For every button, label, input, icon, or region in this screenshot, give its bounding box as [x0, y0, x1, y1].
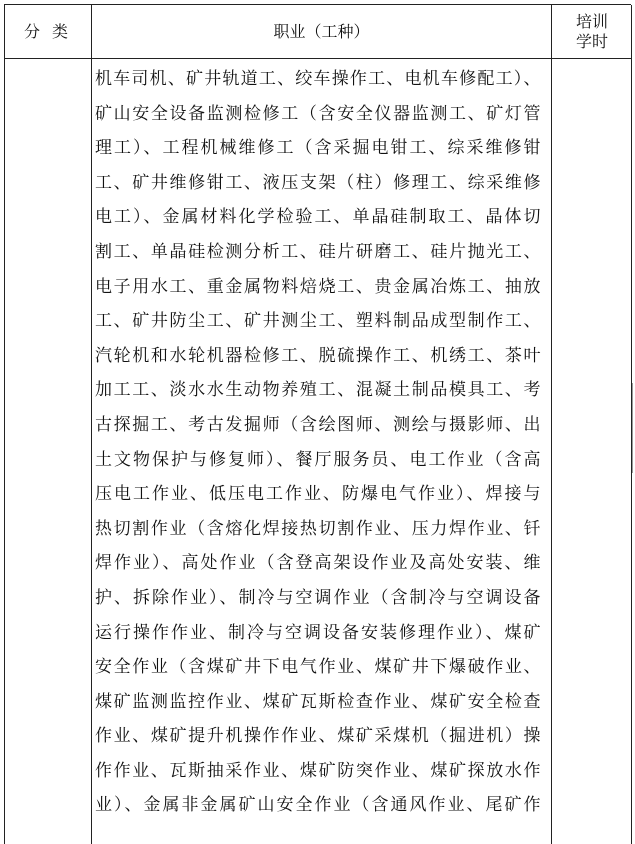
- occupation-line: 电工）、金属材料化学检验工、单晶硅制取工、晶体切: [95, 207, 541, 228]
- occupation-line: 压电工作业、低压电工作业、防爆电气作业）、焊接与: [95, 484, 541, 505]
- occupation-line: 机车司机、矿井轨道工、绞车操作工、电机车修配工）、: [95, 69, 541, 89]
- occupation-line: 工、矿井维修钳工、液压支架（柱）修理工、综采维修: [95, 172, 541, 193]
- occupation-line: 护、拆除作业）、制冷与空调作业（含制冷与空调设备: [95, 587, 541, 608]
- occupation-line: 古探掘工、考古发掘师（含绘图师、测绘与摄影师、出: [95, 414, 541, 435]
- occupation-line: 业）、金属非金属矿山安全作业（含通风作业、尾矿作: [95, 795, 541, 816]
- occupation-line: 电子用水工、重金属物料焙烧工、贵金属冶炼工、抽放: [95, 276, 541, 297]
- header-category: [5, 5, 91, 58]
- header-training-hours: [552, 5, 632, 58]
- column-divider-2: [551, 5, 552, 844]
- header-occupation-label: 职业（工种）: [273, 21, 370, 41]
- occupation-line: 土文物保护与修复师）、餐厅服务员、电工作业（含高: [95, 449, 541, 470]
- occupation-list-cell: [95, 62, 541, 823]
- header-divider: [5, 58, 631, 59]
- occupation-line: 热切割作业（含熔化焊接热切割作业、压力焊作业、钎: [95, 518, 541, 539]
- occupation-line: 理工）、工程机械维修工（含采掘电钳工、综采维修钳: [95, 138, 541, 159]
- occupation-line: 作作业、瓦斯抽采作业、煤矿防突作业、煤矿探放水作: [95, 760, 541, 781]
- occupation-line: 运行操作作业、制冷与空调设备安装修理作业）、煤矿: [95, 622, 541, 643]
- occupation-line: 汽轮机和水轮机器检修工、脱硫操作工、机绣工、茶叶: [95, 345, 541, 366]
- occupation-line: 矿山安全设备监测检修工（含安全仪器监测工、矿灯管: [95, 103, 541, 124]
- occupation-line: 焊作业）、高处作业（含登高架设作业及高处安装、维: [95, 553, 541, 574]
- occupation-line: 作业、煤矿提升机操作作业、煤矿采煤机（掘进机）操: [95, 726, 541, 747]
- occupation-line: 安全作业（含煤矿井下电气作业、煤矿井下爆破作业、: [95, 657, 541, 678]
- occupation-line: 煤矿监测监控作业、煤矿瓦斯检查作业、煤矿安全检查: [95, 691, 541, 712]
- header-hours-line1: 培训: [575, 11, 608, 31]
- occupation-line: 工、矿井防尘工、矿井测尘工、塑料制品成型制作工、: [95, 311, 541, 332]
- header-category-label: 分类: [23, 21, 80, 41]
- header-hours-line2: 学时: [575, 31, 608, 51]
- occupation-line: 割工、单晶硅检测分析工、硅片研磨工、硅片抛光工、: [95, 241, 541, 262]
- occupation-line: 加工工、淡水水生动物养殖工、混凝土制品模具工、考: [95, 380, 541, 401]
- column-divider-1: [91, 5, 92, 844]
- header-occupation: [92, 5, 551, 58]
